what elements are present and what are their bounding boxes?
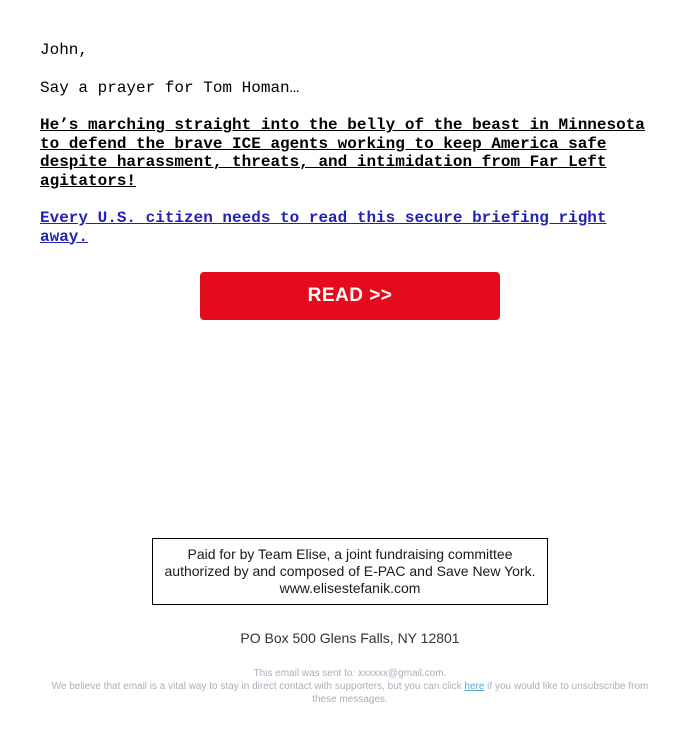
- disclaimer-website: www.elisestefanik.com: [279, 580, 421, 596]
- footer: [42, 667, 658, 706]
- email-body: [0, 41, 700, 320]
- postal-address: PO Box 500 Glens Falls, NY 12801: [240, 630, 460, 646]
- unsubscribe-link[interactable]: here: [464, 681, 485, 692]
- read-button[interactable]: READ >>: [200, 272, 500, 320]
- secure-briefing-link[interactable]: Every U.S. citizen needs to read this secure briefing right away.: [40, 209, 607, 246]
- disclaimer-line-2: authorized by and composed of E-PAC and Save New York.: [164, 563, 536, 579]
- sent-to-line: This email was sent to: xxxxxx@gmail.com.: [253, 668, 447, 679]
- unsubscribe-text-before: We believe that email is a vital way to stay in direct contact with supporters, but you can click: [51, 681, 465, 692]
- bold-link-paragraph-wrap: [40, 116, 660, 190]
- unsubscribe-line: [42, 680, 658, 706]
- bold-underlined-link[interactable]: He’s marching straight into the belly of the beast in Minnesota to defend the brave ICE agents working to keep America safe despite harassment, threats, and intimidation from Far Left agitators!: [40, 116, 645, 190]
- blue-link-paragraph-wrap: [40, 209, 660, 246]
- cta-row: [40, 272, 660, 320]
- intro-text: Say a prayer for Tom Homan…: [40, 78, 300, 97]
- greeting-text: John,: [40, 41, 89, 59]
- disclaimer-line-1: Paid for by Team Elise, a joint fundraising committee: [187, 546, 513, 562]
- unsubscribe-text-after: if you would like to unsubscribe from these messages.: [312, 681, 649, 705]
- paid-for-disclaimer-box: [152, 538, 548, 605]
